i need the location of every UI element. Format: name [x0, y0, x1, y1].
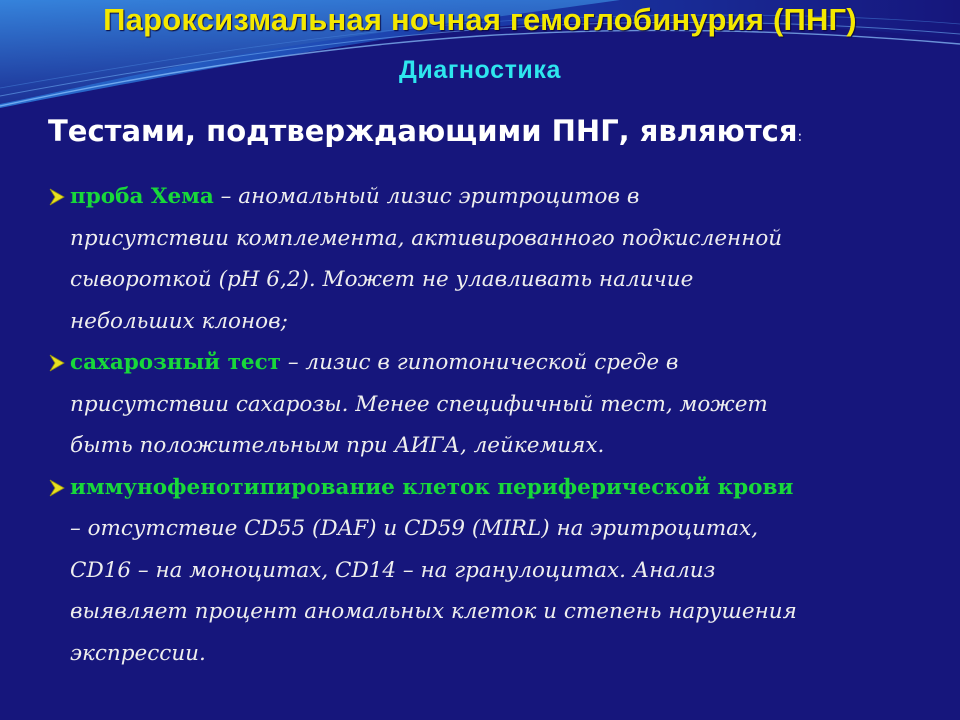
- item-text: CD16 – на моноцитах, CD14 – на гранулоцитах. Анализ: [70, 557, 716, 583]
- item-text: экспрессии.: [70, 640, 206, 666]
- arrow-bullet-icon: [48, 478, 66, 498]
- section-heading-colon: :: [797, 129, 803, 145]
- arrow-bullet-icon: [48, 187, 66, 207]
- slide-subtitle: Диагностика: [398, 56, 562, 84]
- item-text: выявляет процент аномальных клеток и степень нарушения: [70, 599, 797, 624]
- item-lead: сахарозный тест: [70, 350, 282, 375]
- item-text: сывороткой (рН 6,2). Может не улавливать наличие: [70, 267, 694, 292]
- item-text: быть положительным при АИГА, лейкемиях.: [70, 433, 605, 458]
- item-text: небольших клонов;: [70, 308, 288, 334]
- slide-title: Пароксизмальная ночная гемоглобинурия (ПНГ): [103, 2, 857, 37]
- bullet-list: [48, 176, 908, 674]
- list-item: [48, 342, 908, 467]
- section-heading-text: Тестами, подтверждающими ПНГ, являются: [48, 114, 798, 148]
- item-text: присутствии сахарозы. Менее специфичный тест, может: [70, 391, 768, 417]
- item-lead: проба Хема: [70, 184, 214, 209]
- item-text: присутствии комплемента, активированного подкисленной: [70, 225, 783, 251]
- item-text: – аномальный лизис эритроцитов в: [213, 184, 640, 209]
- item-lead: иммунофенотипирование клеток периферической крови: [70, 474, 794, 500]
- list-item: [48, 176, 908, 342]
- list-item: [48, 467, 908, 675]
- arrow-bullet-icon: [48, 353, 66, 373]
- item-text: – лизис в гипотонической среде в: [281, 350, 679, 375]
- section-heading: [48, 114, 802, 148]
- item-text: – отсутствие CD55 (DAF) и CD59 (MIRL) на эритроцитах,: [70, 516, 759, 541]
